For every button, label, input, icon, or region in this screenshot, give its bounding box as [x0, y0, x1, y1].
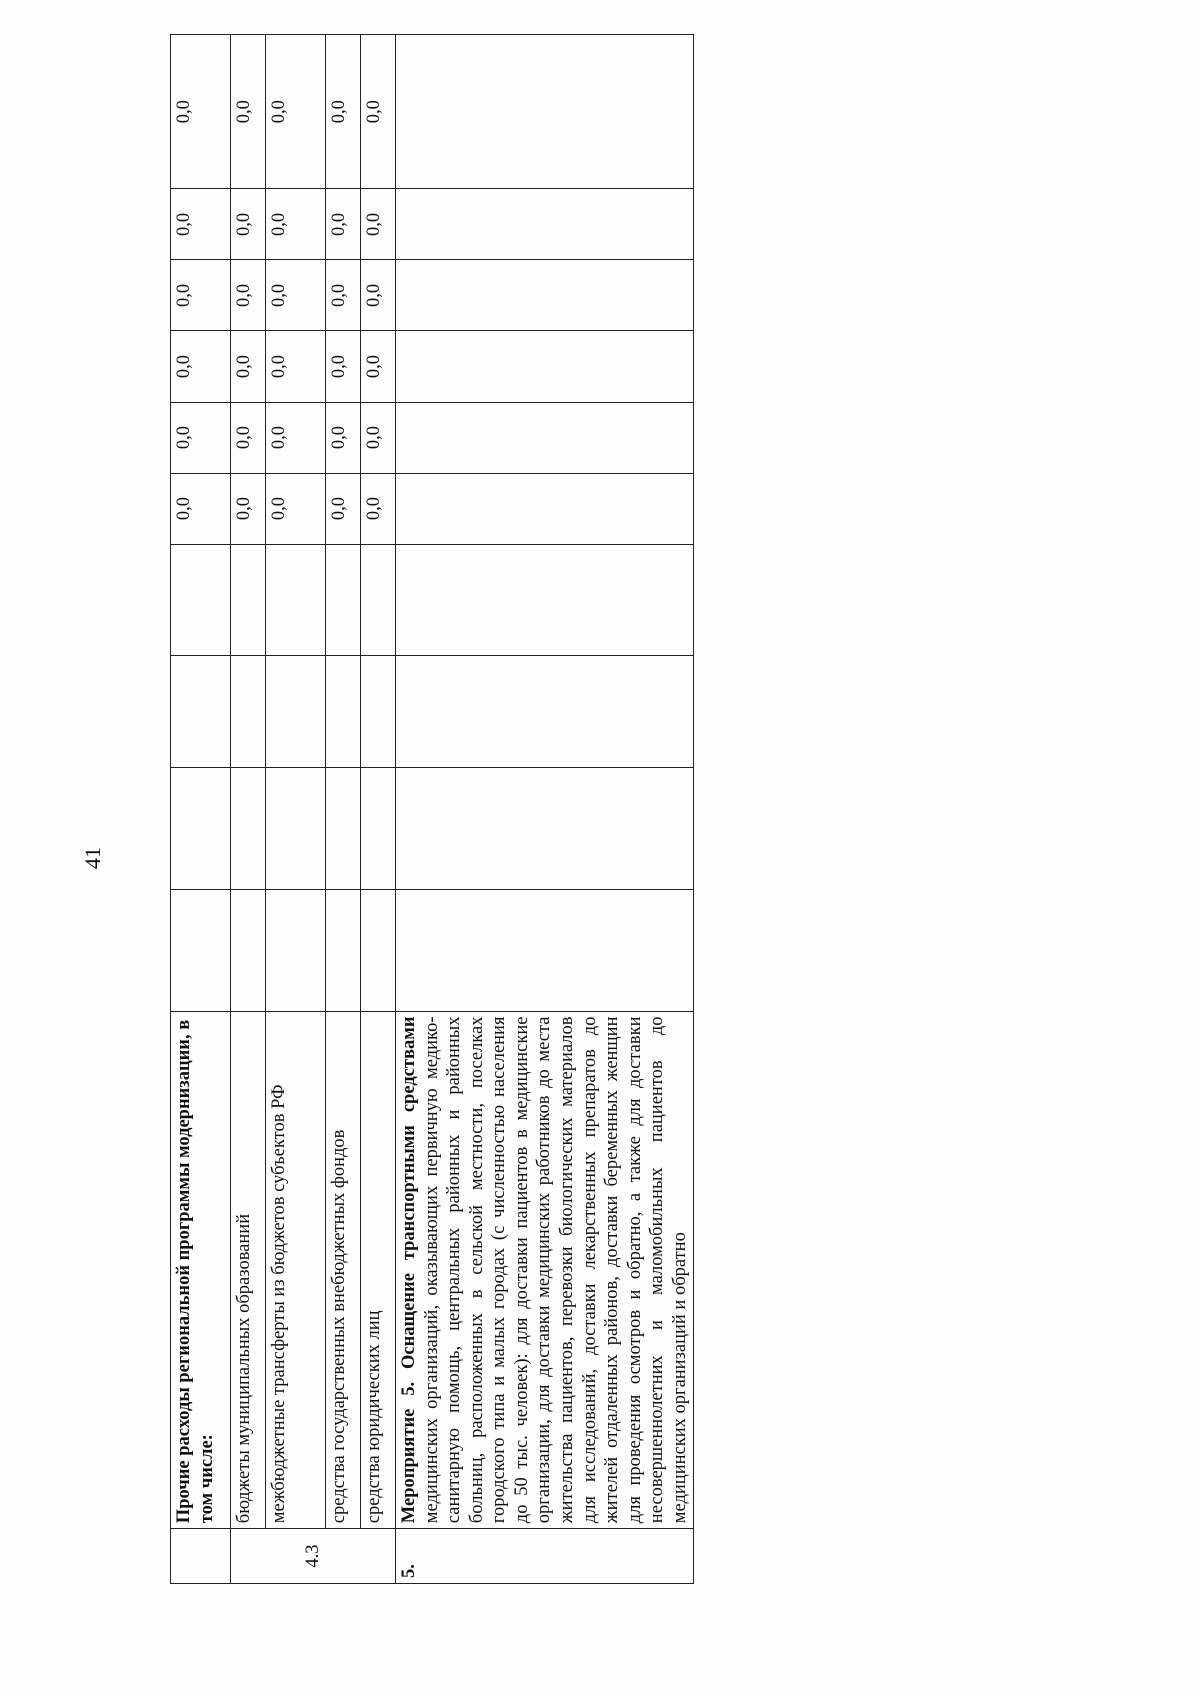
- value-cell: 0,0: [231, 331, 266, 402]
- measure-description: [396, 1011, 694, 1529]
- table-row-interbudget: [266, 35, 326, 1584]
- table-row-municipal: [231, 35, 266, 1584]
- row-label: Прочие расходы региональной программы модернизации, в том числе:: [171, 1011, 231, 1529]
- value-cell: 0,0: [361, 260, 396, 331]
- value-cell: 0,0: [231, 473, 266, 544]
- value-cell: 0,0: [326, 260, 361, 331]
- page-number: 41: [80, 847, 105, 869]
- value-cell: 0,0: [266, 473, 326, 544]
- table-row-total: [171, 35, 231, 1584]
- value-cell: 0,0: [361, 35, 396, 189]
- value-cell: 0,0: [361, 189, 396, 260]
- row-label: средства юридических лиц: [361, 1011, 396, 1529]
- row-label: межбюджетные трансферты из бюджетов субъектов РФ: [266, 1011, 326, 1529]
- value-cell: 0,0: [361, 402, 396, 473]
- value-cell: 0,0: [326, 35, 361, 189]
- value-cell: 0,0: [326, 189, 361, 260]
- value-cell: 0,0: [326, 402, 361, 473]
- value-cell: 0,0: [231, 402, 266, 473]
- table-row-state-funds: [326, 35, 361, 1584]
- value-cell: 0,0: [361, 473, 396, 544]
- value-cell: 0,0: [171, 402, 231, 473]
- value-cell: 0,0: [171, 260, 231, 331]
- value-cell: 0,0: [231, 189, 266, 260]
- value-cell: 0,0: [266, 35, 326, 189]
- table-row-measure-5: [396, 35, 694, 1584]
- value-cell: 0,0: [326, 331, 361, 402]
- value-cell: 0,0: [171, 473, 231, 544]
- value-cell: 0,0: [231, 260, 266, 331]
- value-cell: 0,0: [266, 402, 326, 473]
- row-label: средства государственных внебюджетных фондов: [326, 1011, 361, 1529]
- value-cell: 0,0: [326, 473, 361, 544]
- value-cell: 0,0: [171, 331, 231, 402]
- rotated-table-container: [170, 34, 950, 1584]
- table-row-legal: [361, 35, 396, 1584]
- row-number: 4.3: [231, 1529, 396, 1584]
- value-cell: 0,0: [266, 260, 326, 331]
- row-number: 5.: [396, 1529, 694, 1584]
- value-cell: 0,0: [266, 189, 326, 260]
- value-cell: 0,0: [171, 35, 231, 189]
- row-number: [171, 1529, 231, 1584]
- row-label: бюджеты муниципальных образований: [231, 1011, 266, 1529]
- budget-table: [170, 34, 694, 1584]
- measure-title: Мероприятие 5. Оснащение транспортными средствами: [399, 1016, 419, 1524]
- value-cell: 0,0: [231, 35, 266, 189]
- value-cell: 0,0: [171, 189, 231, 260]
- value-cell: 0,0: [266, 331, 326, 402]
- value-cell: 0,0: [361, 331, 396, 402]
- measure-text: медицинских организаций, оказывающих первичную медико-санитарную помощь, центральных районных и районных больниц, расположенных в сельской местности, поселках городского типа и малых городах (с численностью населения до 50 тыс. человек): для доставки пациентов в медицинские организации, для доставки медицинских работников до места жительства пациентов, перевозки биологических материалов для исследований, доставки лекарственных препаратов до жителей отдаленных районов, доставки беременных женщин для проведения осмотров и обратно, а также для доставки несовершеннолетних и маломобильных пациентов до медицинских организаций и обратно: [421, 1016, 690, 1524]
